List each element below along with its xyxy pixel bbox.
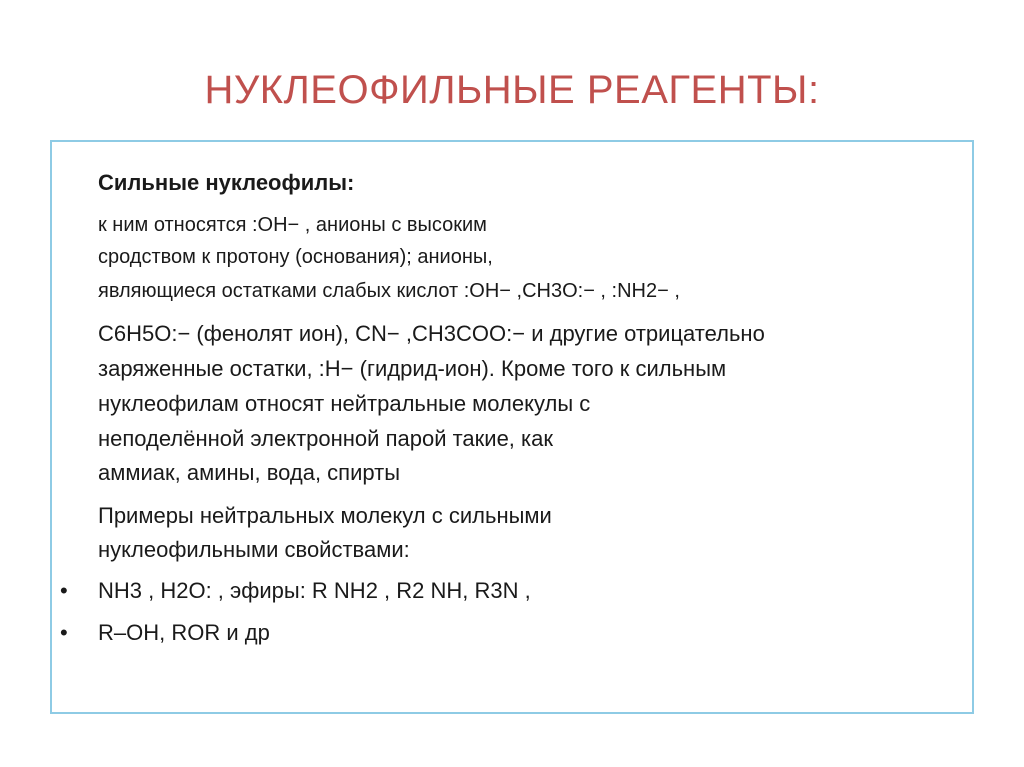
para1-line-2: сродством к протону (основания); анионы, — [98, 246, 493, 268]
bullet-text: R–OH, ROR и др — [98, 620, 270, 645]
heading-strong-nucleophiles: Сильные нуклеофилы: — [98, 170, 355, 195]
para1-line-3: являющиеся остатками слабых кислот :OH− ,CH3O:− , :NH2− , — [98, 280, 680, 302]
para1-line-1: к ним относятся :OH− , анионы с высоким — [98, 214, 487, 236]
para2-line-4: неподелённой электронной парой такие, как — [98, 426, 553, 451]
para2-line-3: нуклеофилам относят нейтральные молекулы с — [98, 391, 591, 416]
para2-line-5: аммиак, амины, вода, спирты — [98, 460, 401, 485]
bullet-marker: • — [60, 620, 68, 645]
para3-line-2: нуклеофильными свойствами: — [98, 537, 410, 562]
para2-line-1: C6H5O:− (фенолят ион), CN− ,CH3COO:− и другие отрицательно — [98, 321, 765, 346]
bullet-text: NH3 , H2O: , эфиры: R NH2 , R2 NH, R3N , — [98, 578, 531, 603]
bullet-marker: • — [60, 578, 68, 603]
para3-line-1: Примеры нейтральных молекул с сильными — [98, 503, 552, 528]
slide-title: НУКЛЕОФИЛЬНЫЕ РЕАГЕНТЫ: — [204, 68, 820, 112]
para2-line-2: заряженные остатки, :H− (гидрид-ион). Кроме того к сильным — [98, 356, 727, 381]
